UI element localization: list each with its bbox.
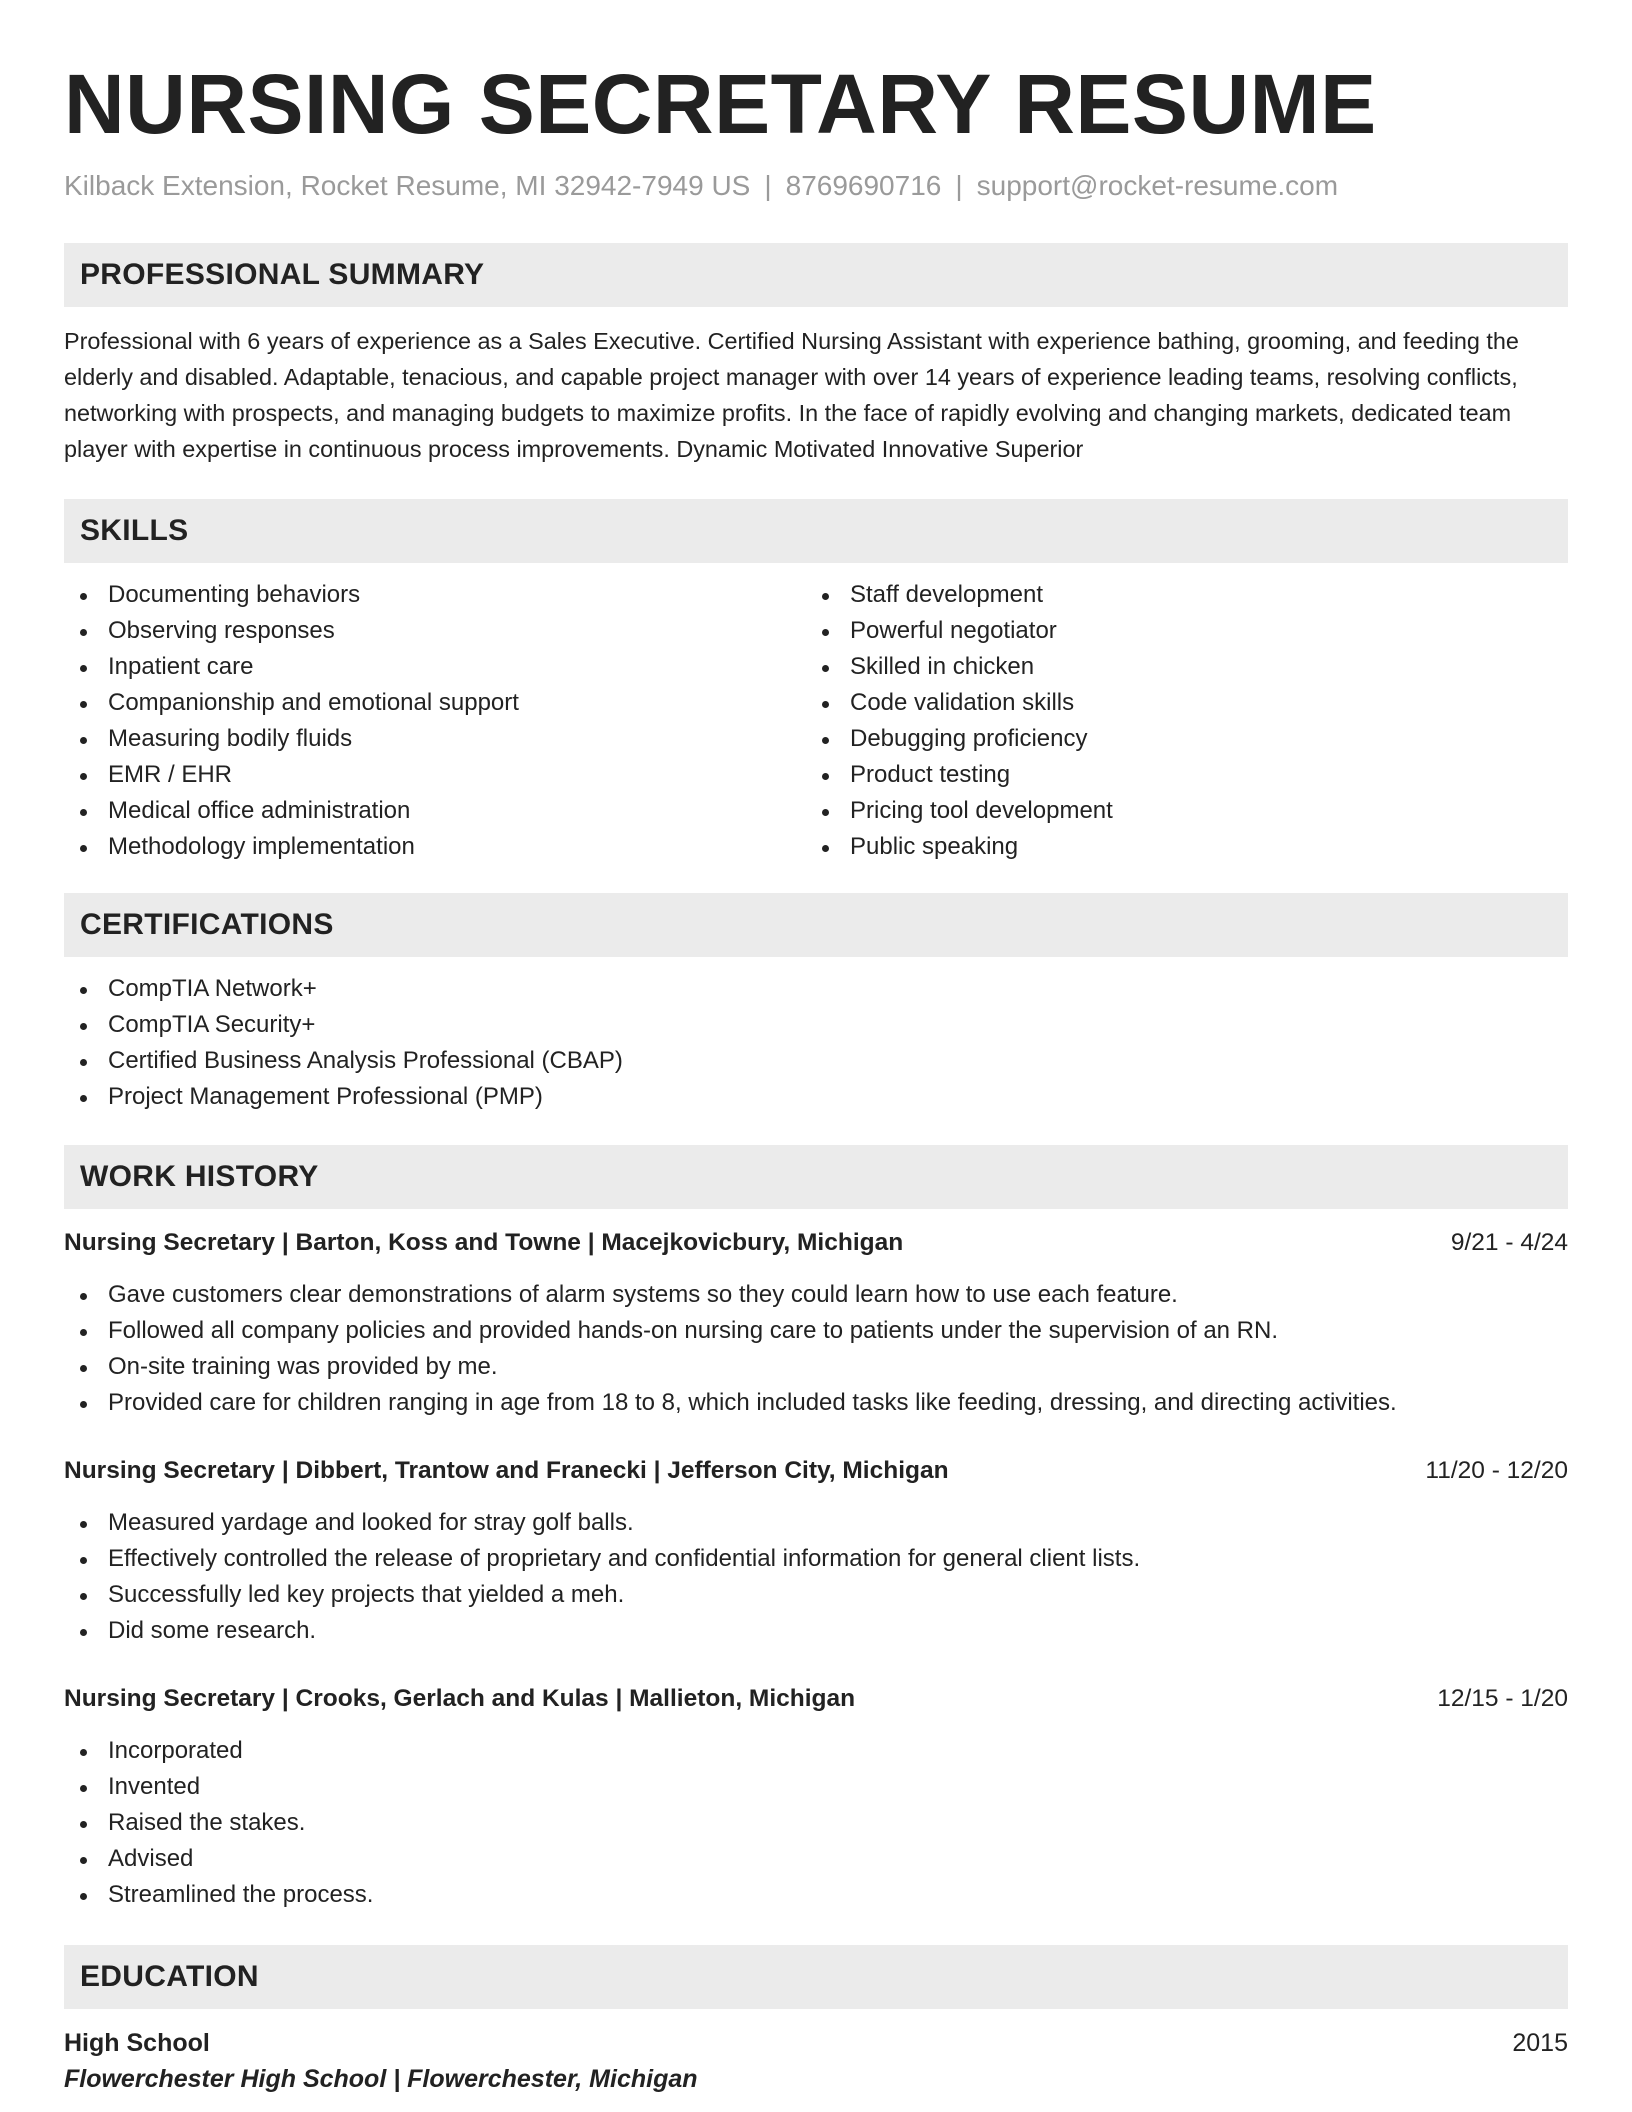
education-school: Flowerchester High School | Flowerchester, Michigan: [64, 2065, 698, 2093]
section-header-skills: SKILLS: [64, 499, 1568, 563]
job-bullet: On-site training was provided by me.: [64, 1349, 1568, 1385]
education-entry: [64, 2025, 1568, 2097]
skill-item: Skilled in chicken: [806, 649, 1548, 685]
education-degree: High School: [64, 2029, 210, 2057]
skill-item: Staff development: [806, 577, 1548, 613]
job-dates: 11/20 - 12/20: [1425, 1457, 1568, 1484]
contact-phone: 8769690716: [785, 170, 942, 201]
job-header: [64, 1681, 1568, 1717]
skill-item: Companionship and emotional support: [64, 685, 806, 721]
job-dates: 9/21 - 4/24: [1450, 1229, 1568, 1256]
resume-title: NURSING SECRETARY RESUME: [64, 57, 1377, 151]
education-header: [64, 2025, 1568, 2061]
job-title: Nursing Secretary | Dibbert, Trantow and Franecki | Jefferson City, Michigan: [64, 1457, 949, 1484]
job-bullet: Streamlined the process.: [64, 1877, 1568, 1913]
skill-item: Debugging proficiency: [806, 721, 1548, 757]
skill-item: Code validation skills: [806, 685, 1548, 721]
job-bullet: Did some research.: [64, 1613, 1568, 1649]
contact-separator: |: [764, 170, 772, 201]
skill-item: Documenting behaviors: [64, 577, 806, 613]
contact-email: support@rocket-resume.com: [976, 170, 1339, 201]
job-entry: [64, 1225, 1568, 1421]
job-bullet: Successfully led key projects that yielded a meh.: [64, 1577, 1568, 1613]
job-bullets: [64, 1733, 1568, 1913]
contact-separator: |: [955, 170, 963, 201]
job-bullets: [64, 1277, 1568, 1421]
job-entry: [64, 1681, 1568, 1913]
skills-list-left: [64, 577, 806, 865]
certification-item: CompTIA Security+: [64, 1007, 1568, 1043]
skill-item: Pricing tool development: [806, 793, 1548, 829]
education-year: 2015: [1512, 2029, 1568, 2057]
section-header-summary: PROFESSIONAL SUMMARY: [64, 243, 1568, 307]
skill-item: Medical office administration: [64, 793, 806, 829]
job-title: Nursing Secretary | Barton, Koss and Towne | Macejkovicbury, Michigan: [64, 1229, 904, 1256]
contact-address: Kilback Extension, Rocket Resume, MI 32942-7949 US: [64, 170, 751, 201]
job-bullet: Measured yardage and looked for stray golf balls.: [64, 1505, 1568, 1541]
section-header-work-history: WORK HISTORY: [64, 1145, 1568, 1209]
skills-list-right: [806, 577, 1548, 865]
job-header: [64, 1453, 1568, 1489]
certification-item: Certified Business Analysis Professional (CBAP): [64, 1043, 1568, 1079]
contact-line: [64, 168, 1568, 204]
section-header-certifications: CERTIFICATIONS: [64, 893, 1568, 957]
skill-item: Powerful negotiator: [806, 613, 1548, 649]
skill-item: EMR / EHR: [64, 757, 806, 793]
job-bullet: Followed all company policies and provided hands-on nursing care to patients under the supervision of an RN.: [64, 1313, 1568, 1349]
job-title: Nursing Secretary | Crooks, Gerlach and Kulas | Mallieton, Michigan: [64, 1685, 856, 1712]
job-entry: [64, 1453, 1568, 1649]
job-bullet: Gave customers clear demonstrations of alarm systems so they could learn how to use each feature.: [64, 1277, 1568, 1313]
job-bullet: Effectively controlled the release of proprietary and confidential information for general client lists.: [64, 1541, 1568, 1577]
skill-item: Public speaking: [806, 829, 1548, 865]
section-header-education: EDUCATION: [64, 1945, 1568, 2009]
skills-grid: [64, 577, 1568, 865]
job-bullet: Incorporated: [64, 1733, 1568, 1769]
certifications-list: [64, 971, 1568, 1115]
skill-item: Measuring bodily fluids: [64, 721, 806, 757]
job-bullet: Invented: [64, 1769, 1568, 1805]
summary-text: Professional with 6 years of experience as a Sales Executive. Certified Nursing Assistant with experience bathing, grooming, and feeding the elderly and disabled. Adaptable, tenacious, and capable project manager with over 14 years of experience leading teams, resolving conflicts, networking with prospects, and managing budgets to maximize profits. In the face of rapidly evolving and changing markets, dedicated team player with expertise in continuous process improvements. Dynamic Motivated Innovative Superior: [64, 328, 1519, 462]
job-header: [64, 1225, 1568, 1261]
job-bullet: Advised: [64, 1841, 1568, 1877]
job-bullets: [64, 1505, 1568, 1649]
job-bullet: Raised the stakes.: [64, 1805, 1568, 1841]
skill-item: Product testing: [806, 757, 1548, 793]
skill-item: Inpatient care: [64, 649, 806, 685]
certification-item: CompTIA Network+: [64, 971, 1568, 1007]
certification-item: Project Management Professional (PMP): [64, 1079, 1568, 1115]
skill-item: Observing responses: [64, 613, 806, 649]
job-bullet: Provided care for children ranging in age from 18 to 8, which included tasks like feeding, dressing, and directing activities.: [64, 1385, 1568, 1421]
job-dates: 12/15 - 1/20: [1437, 1685, 1568, 1712]
skill-item: Methodology implementation: [64, 829, 806, 865]
